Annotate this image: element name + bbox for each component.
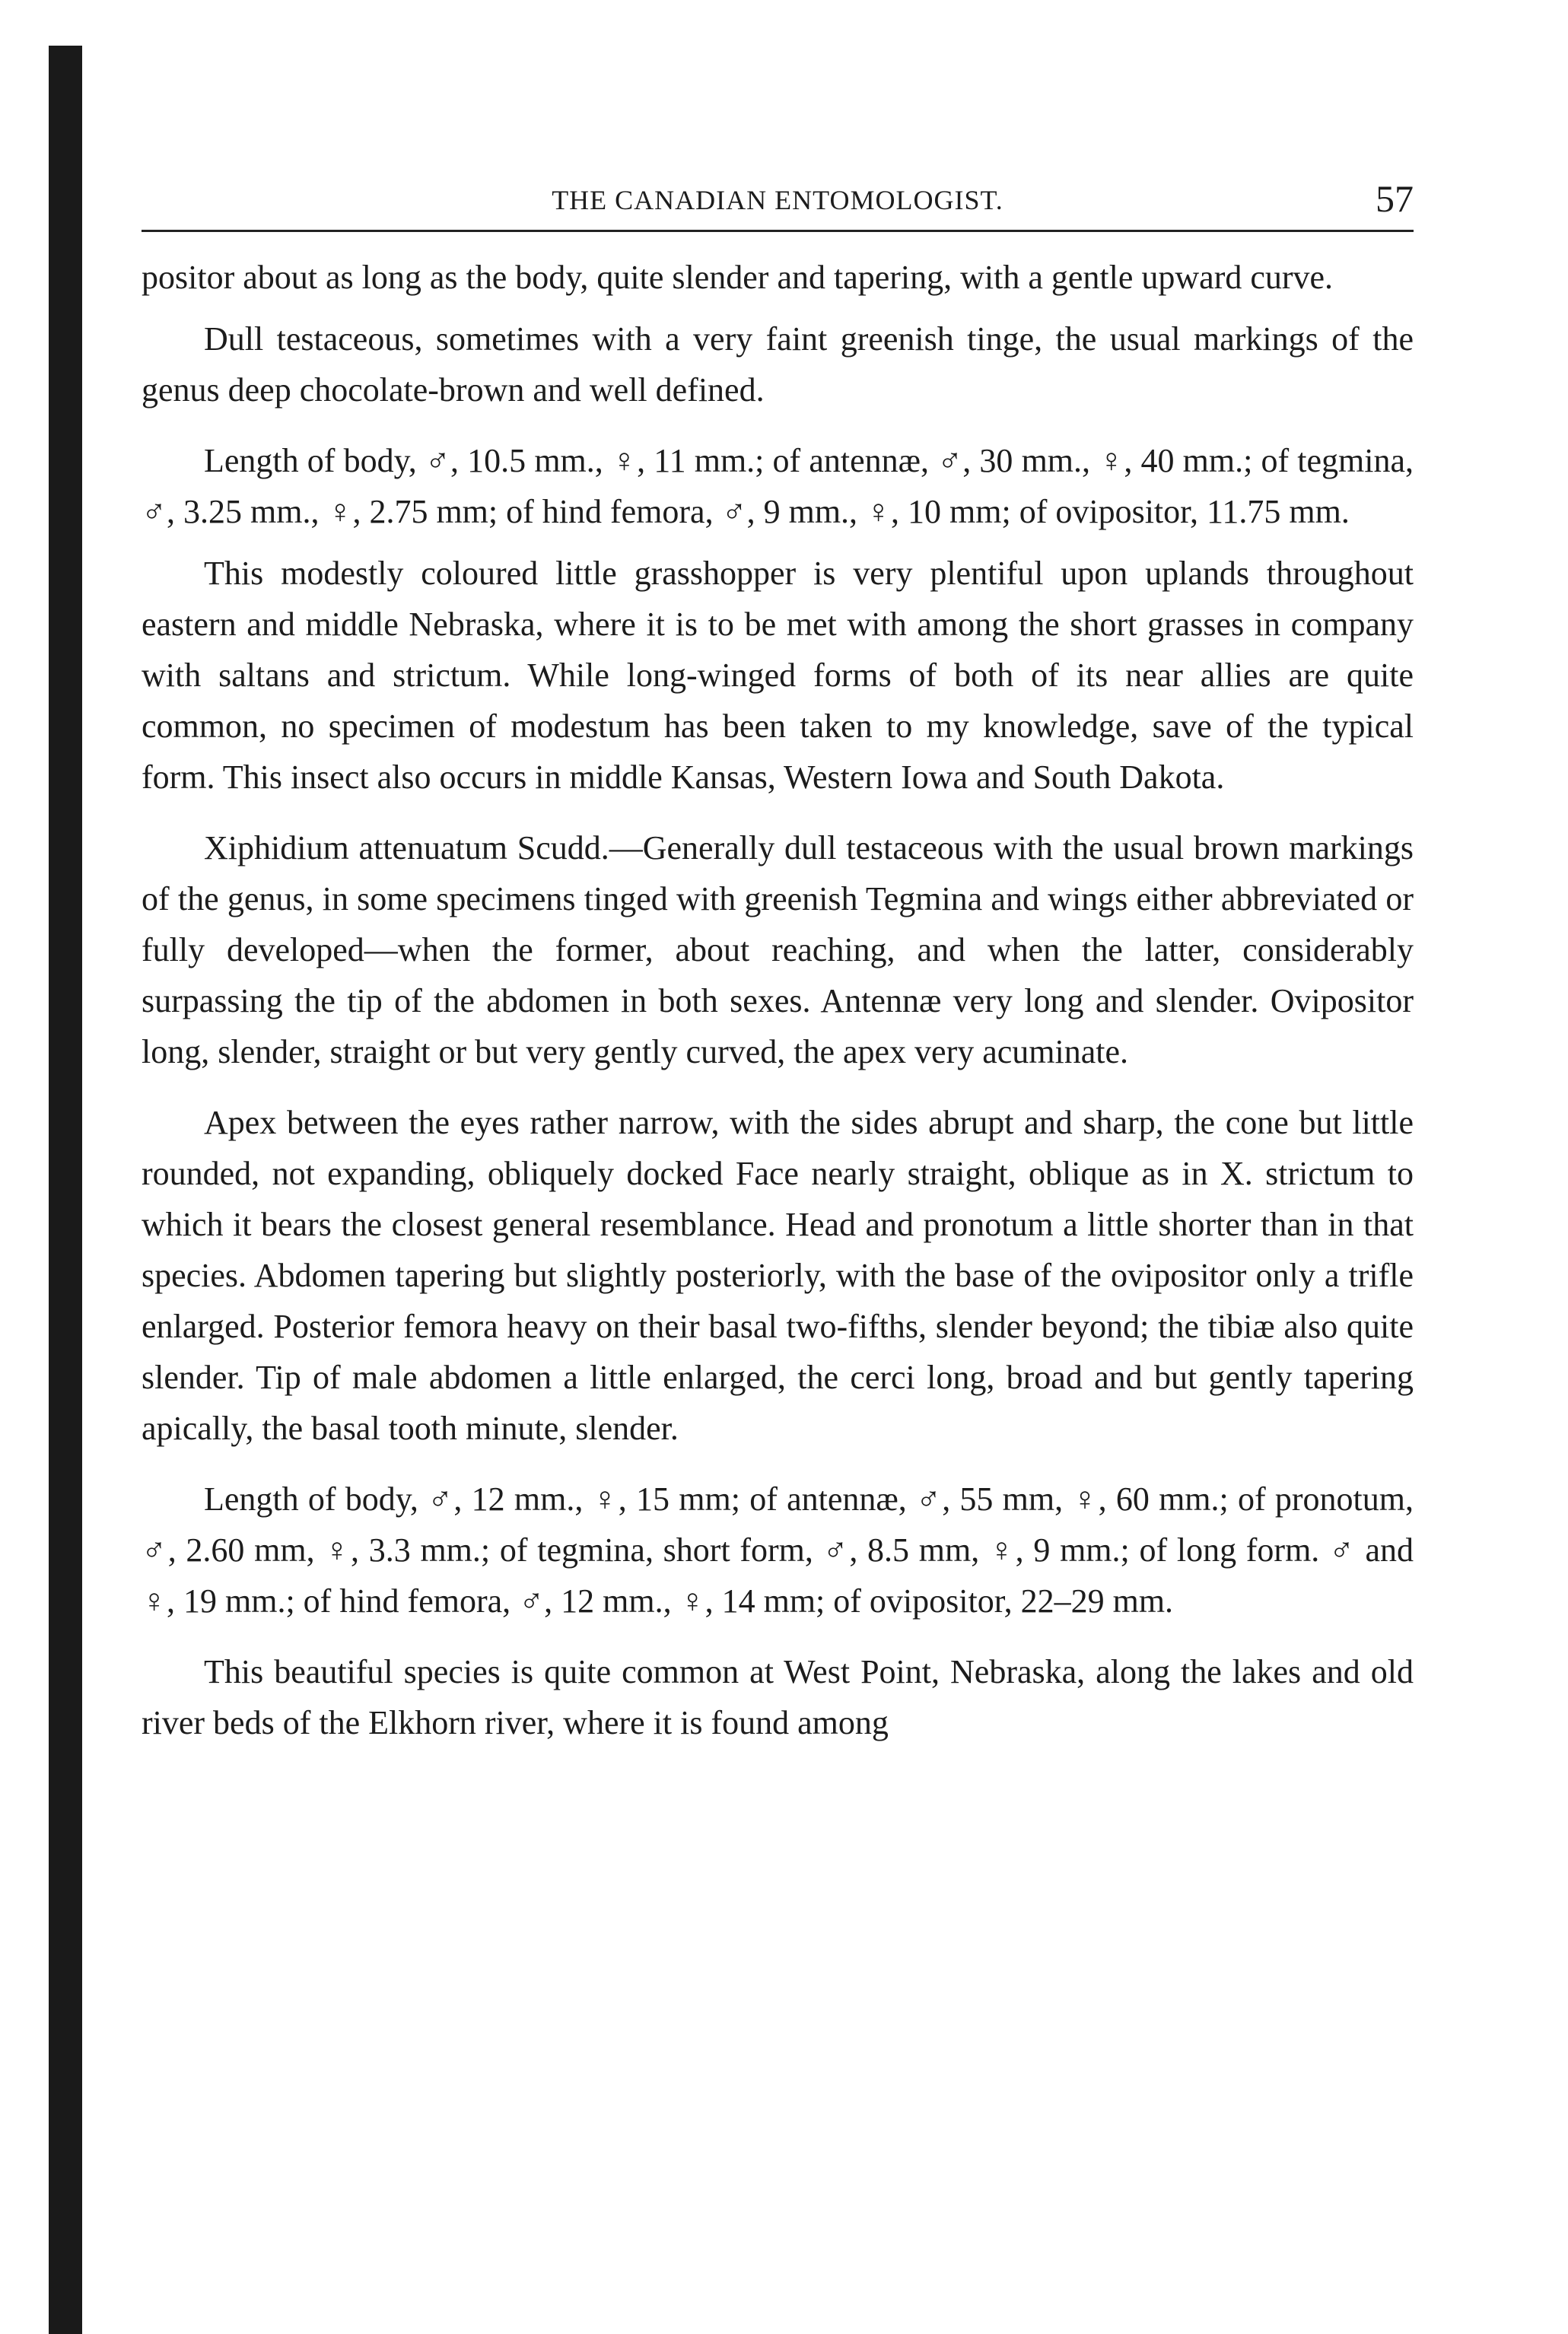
journal-title: THE CANADIAN ENTOMOLOGIST. — [552, 185, 1003, 215]
paragraph-measurements: Length of body, ♂, 10.5 mm., ♀, 11 mm.; of antennæ, ♂, 30 mm., ♀, 40 mm.; of tegmina, ♂, 3.25 mm., ♀, 2.75 mm; of hind femora, ♂, 9 mm., ♀, 10 mm; of ovipositor, 11.75 mm. — [142, 442, 1414, 530]
scan-binding-edge — [49, 46, 82, 2334]
book-page — [142, 176, 1414, 1748]
paragraph-measurements-2: Length of body, ♂, 12 mm., ♀, 15 mm; of antennæ, ♂, 55 mm, ♀, 60 mm.; of pronotum, ♂, 2.60 mm, ♀, 3.3 mm.; of tegmina, short form, ♂, 8.5 mm, ♀, 9 mm.; of long form. ♂ and ♀, 19 mm.; of hind femora, ♂, 12 mm., ♀, 14 mm; of ovipositor, 22–29 mm. — [142, 1480, 1414, 1620]
paragraph-morphology: Apex between the eyes rather narrow, with the sides abrupt and sharp, the cone but little rounded, not expanding, obliquely docked Face nearly straight, oblique as in X. strictum to which it bears the closest general resemblance. Head and pronotum a little shorter than in that species. Abdomen tapering but slightly posteriorly, with the base of the ovipositor only a trifle enlarged. Posterior femora heavy on their basal two-fifths, slender beyond; the tibiæ also quite slender. Tip of male abdomen a little enlarged, the cerci long, broad and but gently tapering apically, the basal tooth minute, slender. — [142, 1104, 1414, 1447]
header-rule — [142, 230, 1414, 232]
paragraph-coloration: Dull testaceous, sometimes with a very faint greenish tinge, the usual markings of the genus deep chocolate-brown and well defined. — [142, 320, 1414, 409]
paragraph-distribution: This modestly coloured little grasshopper is very plentiful upon uplands throughout eastern and middle Nebraska, where it is to be met with among the short grasses in company with saltans and strictum. While long-winged forms of both of its near allies are quite common, no specimen of modestum has been taken to my knowledge, save of the typical form. This insect also occurs in middle Kansas, Western Iowa and South Dakota. — [142, 555, 1414, 796]
paragraph-habitat: This beautiful species is quite common at West Point, Nebraska, along the lakes and old river beds of the Elkhorn river, where it is found among — [142, 1653, 1414, 1741]
paragraph-species-description: Xiphidium attenuatum Scudd.—Generally dull testaceous with the usual brown markings of the genus, in some specimens tinged with greenish Tegmina and wings either abbreviated or fully developed—when the former, about reaching, and when the latter, considerably surpassing the tip of the abdomen in both sexes. Antennæ very long and slender. Ovipositor long, slender, straight or but very gently curved, the apex very acuminate. — [142, 829, 1414, 1070]
page-body — [142, 252, 1414, 1748]
running-head — [142, 176, 1414, 230]
page-number: 57 — [1376, 177, 1414, 220]
paragraph-continuation: positor about as long as the body, quite slender and tapering, with a gentle upward curve. — [142, 259, 1334, 296]
